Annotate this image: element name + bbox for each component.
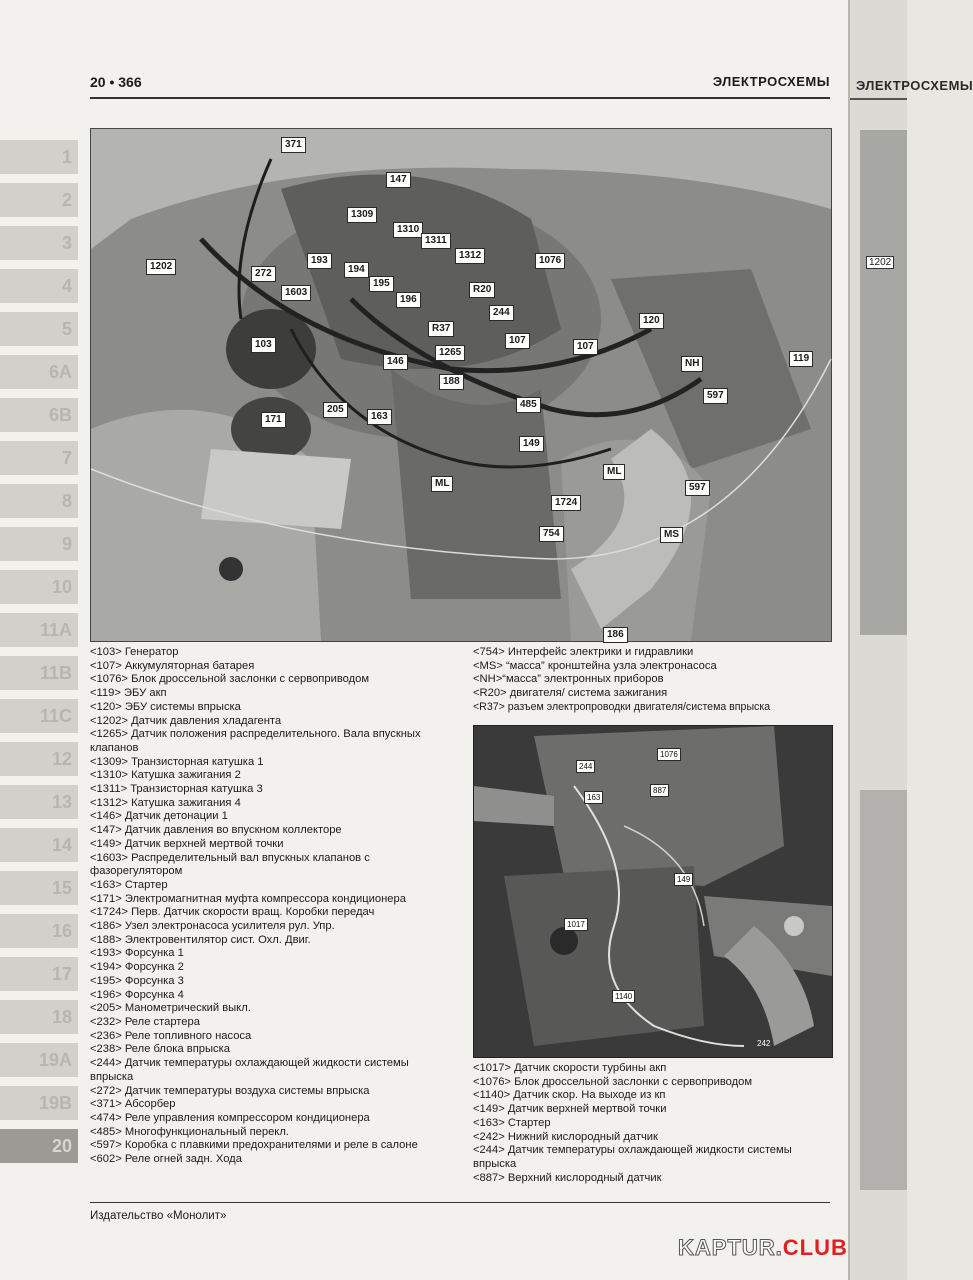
chapter-tab: 2 <box>0 183 78 217</box>
legend-item: <1310> Катушка зажигания 2 <box>90 769 241 782</box>
chapter-tab: 14 <box>0 828 78 862</box>
legend-item: <205> Манометрический выкл. <box>90 1002 251 1015</box>
callout-label: 1312 <box>455 248 485 264</box>
callout-label: 1017 <box>564 918 588 931</box>
legend-item: <103> Генератор <box>90 646 179 658</box>
header-divider <box>90 97 830 99</box>
legend-item: <147> Датчик давления во впускном коллекторе <box>90 824 342 837</box>
chapter-tab: 18 <box>0 1000 78 1034</box>
chapter-tab: 11В <box>0 656 78 690</box>
legend-item: <1202> Датчик давления хладагента <box>90 714 282 727</box>
callout-label: 193 <box>307 253 332 269</box>
chapter-tab-active: 20 <box>0 1129 78 1163</box>
legend-item: <1076> Блок дроссельной заслонки с сервоприводом <box>90 673 370 686</box>
legend-item: <244> Датчик температуры охлаждающей жидкости системы впрыска <box>90 1057 409 1083</box>
chapter-tab: 17 <box>0 957 78 991</box>
legend-item: <163> Стартер <box>473 1116 551 1129</box>
callout-label: 1310 <box>393 222 423 238</box>
adjacent-page-figure <box>860 790 907 1190</box>
site-watermark <box>678 1235 848 1261</box>
callout-label: 107 <box>505 333 530 349</box>
callout-label: 1140 <box>612 990 635 1003</box>
chapter-tab: 9 <box>0 527 78 561</box>
callout-label: 244 <box>489 305 514 321</box>
legend-item: <195> Форсунка 3 <box>90 974 184 987</box>
watermark-text: KAPTUR. <box>678 1235 783 1260</box>
adjacent-page-edge <box>848 0 973 1280</box>
gearbox-photo <box>473 725 833 1058</box>
callout-label: 147 <box>386 172 411 188</box>
callout-label: 103 <box>251 337 276 353</box>
legend-item: <242> Нижний кислородный датчик <box>473 1130 658 1143</box>
legend-item: <149> Датчик верхней мертвой точки <box>90 837 284 850</box>
legend-item: <186> Узел электронасоса усилителя рул. Упр. <box>90 920 335 933</box>
page-header <box>90 74 830 96</box>
legend-item: <119> ЭБУ акп <box>90 687 167 700</box>
legend-item: <754> Интерфейс электрики и гидравлики <box>473 646 694 658</box>
legend-item: <272> Датчик температуры воздуха системы впрыска <box>90 1084 370 1097</box>
legend-item: <163> Стартер <box>90 878 168 891</box>
chapter-tab: 10 <box>0 570 78 604</box>
legend-item: <NH>“масса” электронных приборов <box>473 673 664 686</box>
callout-label: 186 <box>603 627 628 643</box>
chapter-tab: 3 <box>0 226 78 260</box>
callout-label: 163 <box>584 791 603 804</box>
callout-label: 146 <box>383 354 408 370</box>
legend-item: <1076> Блок дроссельной заслонки с сервоприводом <box>473 1075 753 1088</box>
chapter-tab: 4 <box>0 269 78 303</box>
chapter-tab: 16 <box>0 914 78 948</box>
callout-label: 597 <box>685 480 710 496</box>
callout-label: 171 <box>261 412 286 428</box>
legend-item: <107> Аккумуляторная батарея <box>90 659 255 672</box>
legend-item: <120> ЭБУ системы впрыска <box>90 700 241 713</box>
callout-label: 1603 <box>281 285 311 301</box>
callout-label: ML <box>603 464 625 480</box>
legend-item: <371> Абсорбер <box>90 1098 176 1111</box>
chapter-tab: 1 <box>0 140 78 174</box>
legend-item: <194> Форсунка 2 <box>90 961 184 974</box>
chapter-tab: 19А <box>0 1043 78 1077</box>
callout-label: 371 <box>281 137 306 153</box>
chapter-tab: 6В <box>0 398 78 432</box>
legend-right-top <box>473 646 838 715</box>
adjacent-page-rule <box>850 98 907 100</box>
legend-item: <1265> Датчик положения распределительного. Вала впускных клапанов <box>90 728 421 754</box>
legend-item: <232> Реле стартера <box>90 1015 200 1028</box>
callout-label: 205 <box>323 402 348 418</box>
engine-bay-photo <box>90 128 832 642</box>
callout-label: 1202 <box>866 256 894 269</box>
callout-label: 887 <box>650 784 669 797</box>
callout-label: NH <box>681 356 703 372</box>
callout-label: ML <box>431 476 453 492</box>
callout-label: 1076 <box>657 748 681 761</box>
legend-item: <887> Верхний кислородный датчик <box>473 1171 662 1184</box>
legend-item: <474> Реле управления компрессором кондиционера <box>90 1111 370 1124</box>
callout-label: MS <box>660 527 683 543</box>
section-title: ЭЛЕКТРОСХЕМЫ <box>712 74 830 89</box>
chapter-tab: 8 <box>0 484 78 518</box>
legend-item: <1017> Датчик скорости турбины акп <box>473 1062 667 1074</box>
callout-label: 149 <box>674 873 693 886</box>
chapter-tab: 11С <box>0 699 78 733</box>
legend-item: <244> Датчик температуры охлаждающей жидкости системы впрыска <box>473 1144 792 1170</box>
callout-label: 188 <box>439 374 464 390</box>
legend-item: <193> Форсунка 1 <box>90 947 184 960</box>
adjacent-page-figure <box>860 130 907 635</box>
page-number: 20 • 366 <box>90 74 142 90</box>
legend-item: <R37> разъем электропроводки двигателя/система впрыска <box>473 700 771 713</box>
legend-item: <149> Датчик верхней мертвой точки <box>473 1103 667 1116</box>
chapter-tab-margin <box>0 100 88 1200</box>
callout-label: R37 <box>428 321 454 337</box>
legend-item: <597> Коробка с плавкими предохранителями и реле в салоне <box>90 1139 418 1152</box>
callout-label: 119 <box>789 351 813 367</box>
callout-label: R20 <box>469 282 495 298</box>
callout-label: 194 <box>344 262 369 278</box>
callout-label: 195 <box>369 276 394 292</box>
callout-label: 242 <box>757 1039 771 1048</box>
chapter-tab: 7 <box>0 441 78 475</box>
callout-label: 163 <box>367 409 392 425</box>
callout-label: 107 <box>573 339 598 355</box>
legend-item: <196> Форсунка 4 <box>90 988 184 1001</box>
callout-label: 485 <box>516 397 541 413</box>
callout-label: 244 <box>576 760 595 773</box>
legend-right-bottom <box>473 1062 833 1185</box>
callout-label: 1202 <box>146 259 176 275</box>
callout-label: 1311 <box>421 233 451 249</box>
callout-label: 754 <box>539 526 564 542</box>
chapter-tab: 12 <box>0 742 78 776</box>
chapter-tab: 15 <box>0 871 78 905</box>
legend-item: <238> Реле блока впрыска <box>90 1043 230 1056</box>
callout-label: 120 <box>639 313 664 329</box>
callout-label: 1265 <box>435 345 465 361</box>
callout-label: 597 <box>703 388 728 404</box>
callout-label: 196 <box>396 292 421 308</box>
legend-item: <188> Электровентилятор сист. Охл. Двиг. <box>90 933 311 946</box>
legend-item: <602> Реле огней задн. Хода <box>90 1153 242 1166</box>
legend-item: <1312> Катушка зажигания 4 <box>90 796 241 809</box>
chapter-tab: 11А <box>0 613 78 647</box>
legend-item: <R20> двигателя/ система зажигания <box>473 687 668 700</box>
legend-item: <485> Многофункциональный перекл. <box>90 1125 289 1138</box>
legend-left <box>90 646 452 1167</box>
legend-item: <MS> “масса” кронштейна узла электронасоса <box>473 659 717 672</box>
legend-item: <1724> Перв. Датчик скорости вращ. Коробки передач <box>90 906 375 919</box>
callout-label: 149 <box>519 436 544 452</box>
legend-item: <1603> Распределительный вал впускных клапанов с фазорегулятором <box>90 851 370 878</box>
legend-item: <1140> Датчик скор. На выходе из кп <box>473 1089 666 1102</box>
chapter-tab: 13 <box>0 785 78 819</box>
watermark-text-accent: CLUB <box>782 1235 848 1260</box>
legend-item: <1309> Транзисторная катушка 1 <box>90 755 264 768</box>
chapter-tab: 19В <box>0 1086 78 1120</box>
gearbox-illustration <box>474 726 832 1057</box>
footer-divider <box>90 1202 830 1203</box>
adjacent-page-header: ЭЛЕКТРОСХЕМЫ <box>856 78 973 93</box>
callout-label: 1724 <box>551 495 581 511</box>
legend-item: <171> Электромагнитная муфта компрессора кондиционера <box>90 892 406 905</box>
publisher-name: Издательство «Монолит» <box>90 1210 227 1222</box>
chapter-tab: 6А <box>0 355 78 389</box>
legend-item: <236> Реле топливного насоса <box>90 1029 252 1042</box>
callout-label: 1076 <box>535 253 565 269</box>
chapter-tab: 5 <box>0 312 78 346</box>
callout-label: 1309 <box>347 207 377 223</box>
callout-label: 272 <box>251 266 276 282</box>
legend-item: <1311> Транзисторная катушка 3 <box>90 783 263 796</box>
legend-item: <146> Датчик детонации 1 <box>90 810 228 823</box>
